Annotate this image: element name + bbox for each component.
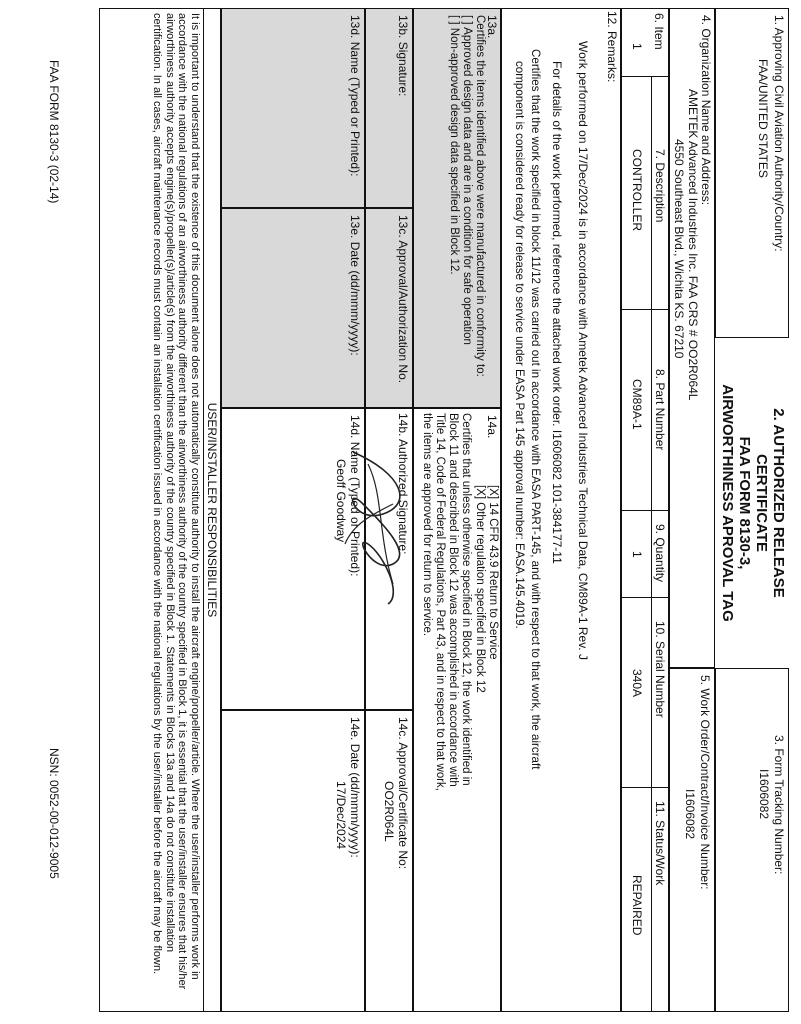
block14a-text2: Block 11 and described in Block 12 was accomplished in accordance with: [447, 413, 459, 787]
responsibilities-text: It is important to understand that the existence of this document alone does not automatically constitute authority to install the aircraft engine/propeller/article. Where the user/installer performs work in accordance with the national regulations of an airworthiness authority different than the airworthiness authority of the country specified in Block 1, it is essential that the user/installer ensures that his/her airworthiness authority accepts engine(s)/propeller(s)/article(s) from the airworthiness authority of the country specified in Block 1. Statements in Blocks 13a and 14a do not constitute installation certification. In all cases, aircraft maintenance records must contain an installation certification issued in accordance with the national regulations by the user/installer before the aircraft may be flown.: [151, 13, 201, 990]
cell-serial-number: 340A: [630, 669, 644, 698]
block14a-text4: the items are approved for return to service.: [421, 413, 433, 637]
cell-part-number: CM89A-1: [630, 379, 644, 430]
block14e-value: 17/Dec/2024: [334, 781, 348, 850]
header-part-number: 8. Part Number: [653, 369, 667, 451]
header-description: 7. Description: [653, 149, 667, 223]
block14c-certificate: [365, 710, 413, 1012]
block5-label: 5. Work Order/Contract/Invoice Number:: [698, 675, 712, 890]
block5-value: I1606082: [683, 789, 697, 840]
responsibilities-section: [99, 8, 221, 1012]
block4-line2: 4550 Southeast Blvd., Wichita KS. 67210: [672, 139, 686, 359]
block14a-label: 14a.: [485, 415, 499, 439]
title-line-3: FAA FORM 8130-3,: [736, 436, 753, 570]
block13b-label: 13b. Signature:: [396, 15, 410, 97]
block13e-label: 13e. Date (dd/mmm/yyyy):: [348, 215, 362, 356]
block14a-text3: Title 14, Code of Federal Regulations, Part 43, and in respect to that work,: [434, 413, 446, 792]
block13b-signature: [365, 8, 413, 208]
block14a-opt2: [X] Other regulation specified in Block 12: [474, 485, 486, 693]
block5-work-order: [669, 668, 715, 1012]
block14d-value: Geoff Goodway: [334, 459, 348, 543]
block13a: [413, 8, 501, 408]
block1-approving-authority: [715, 8, 789, 338]
title-line-2: CERTIFICATE: [753, 453, 770, 553]
block13c-approval: [365, 208, 413, 408]
title-line-4: AIRWORTHINESS APROVAL TAG: [719, 384, 736, 622]
header-status: 11. Status/Work: [653, 801, 667, 886]
block14b-label: 14b. Authorized Signature:: [396, 413, 410, 555]
remarks-line1: Work performed on 17/Dec/2024 is in accordance with Ametek Advanced Industries Technical Data, CM89A-1 Rev. J: [576, 41, 590, 660]
header-quantity: 9. Quantity: [653, 524, 667, 583]
block1-label: 1. Approving Civil Aviation Authority/Country:: [772, 15, 786, 252]
block14c-label: 14c. Approval/Certificate No:: [396, 717, 410, 870]
block3-form-tracking: [715, 668, 789, 1012]
cell-quantity: 1: [630, 551, 644, 558]
block3-value: I1606082: [757, 769, 771, 820]
block14a-opt1: [X] 14 CFR 43.9 Return to Service: [487, 485, 499, 660]
block13a-line2: [ ] Approved design data and are in a condition for safe operation: [461, 15, 473, 345]
block3-label: 3. Form Tracking Number:: [772, 735, 786, 875]
block4-line1: AMETEK Advanced Industries Inc. FAA CRS # OO2R064L: [686, 89, 700, 401]
block12-remarks: [501, 8, 621, 1012]
block13d-name: [221, 8, 365, 208]
block14a: [413, 408, 501, 1012]
handwritten-signature: [333, 444, 423, 614]
remarks-label: 12. Remarks:: [605, 11, 619, 83]
block13e-date: [221, 208, 365, 408]
block13d-label: 13d. Name (Typed or Printed):: [348, 15, 362, 177]
cell-description: CONTROLLER: [630, 149, 644, 232]
block2-title: [715, 338, 789, 668]
responsibilities-title: USER/INSTALLER RESPONSIBILITIES: [205, 402, 219, 618]
footer-form-number: FAA FORM 8130-3 (02-14): [47, 60, 61, 204]
block14e-label: 14e. Date (dd/mmm/yyyy):: [348, 717, 362, 858]
block14e-date: [221, 710, 365, 1012]
remarks-line2: For details of the work performed, reference the attached work order. I1606082 101-384177-11: [550, 61, 564, 564]
block13a-label: 13a.: [485, 15, 499, 39]
block13a-line1: Certifies the items identified above were manufactured in conformity to:: [474, 15, 486, 377]
cell-item: 1: [630, 43, 644, 50]
block13c-label: 13c. Approval/Authorization No.: [396, 215, 410, 384]
block14d-label: 14d. Name (Typed or Printed):: [348, 415, 362, 577]
title-line-1: 2. AUTHORIZED RELEASE: [770, 408, 787, 598]
header-item: 6. Item: [652, 13, 666, 50]
remarks-line3a: Certifies that the work specified in block 11/12 was carried out in accordance with EASA PART-145, and with respect to that work, the aircraft: [529, 49, 542, 770]
block4-label: 4. Organization Name and Address:: [699, 15, 713, 206]
remarks-line3b: component is considered ready for release to service under EASA Part 145 approval number: EASA.145.4019.: [513, 61, 526, 629]
cell-status: REPAIRED: [630, 875, 644, 936]
items-table: [621, 8, 669, 1012]
block4-organization: [669, 8, 715, 668]
header-serial-number: 10. Serial Number: [653, 621, 667, 718]
block13a-line3: [ ] Non-approved design data specified in Block 12.: [448, 15, 460, 275]
block1-value: FAA/UNITED STATES: [756, 59, 770, 178]
block14a-text1: Certifies that unless otherwise specified in Block 12, the work identified in: [460, 413, 472, 786]
block14c-value: OO2R064L: [382, 781, 396, 842]
footer-nsn: NSN: 0052-00-012-9005: [47, 748, 61, 879]
